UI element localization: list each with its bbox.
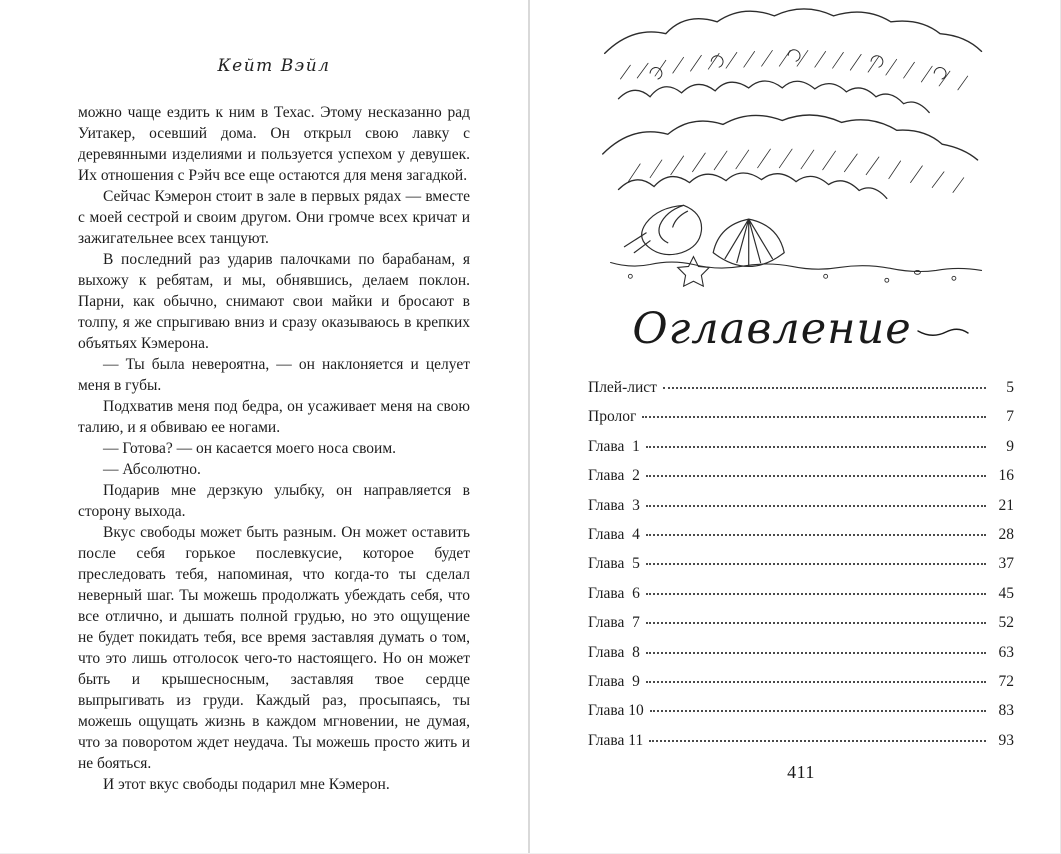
toc-heading-text: Оглавление bbox=[632, 304, 912, 354]
toc-entry-page: 93 bbox=[998, 731, 1014, 749]
dot-leader bbox=[649, 740, 986, 742]
sea-waves-illustration bbox=[588, 8, 1014, 300]
toc-entry-page: 9 bbox=[1006, 437, 1014, 455]
toc-entry-label: Глава 4 bbox=[588, 525, 640, 543]
dot-leader bbox=[646, 475, 986, 477]
dot-leader bbox=[663, 387, 986, 389]
toc-entry bbox=[588, 731, 1014, 750]
table-of-contents bbox=[588, 378, 1014, 750]
paragraph: — Ты была невероятна, — он наклоняется и целует меня в губы. bbox=[78, 356, 470, 394]
toc-entry bbox=[588, 525, 1014, 544]
toc-entry-page: 83 bbox=[998, 702, 1014, 720]
page-right bbox=[530, 0, 1060, 853]
paragraph: Сейчас Кэмерон стоит в зале в первых рядах — вместе с моей сестрой и своим другом. Они громче всех кричат и зажигательнее всех танцуют. bbox=[78, 188, 470, 247]
toc-entry-page: 45 bbox=[998, 584, 1014, 602]
toc-entry bbox=[588, 701, 1014, 720]
paragraph: Подхватив меня под бедра, он усаживает меня на свою талию, и я обвиваю ее ногами. bbox=[78, 398, 470, 436]
paragraph: можно чаще ездить к ним в Техас. Этому несказанно рад Уитакер, осевший дома. Он открыл свою лавку с деревянными изделиями и пользуется успехом у девушек. Их отношения с Рэйч все еще остаются для меня загадкой. bbox=[78, 104, 470, 184]
toc-entry-label: Глава 8 bbox=[588, 643, 640, 661]
author-header: Кейт Вэйл bbox=[217, 56, 331, 76]
toc-entry bbox=[588, 466, 1014, 485]
page-left bbox=[0, 0, 528, 853]
toc-entry-page: 63 bbox=[998, 643, 1014, 661]
dot-leader bbox=[646, 652, 986, 654]
toc-entry-label: Глава 1 bbox=[588, 437, 640, 455]
toc-entry-page: 21 bbox=[998, 496, 1014, 514]
dot-leader bbox=[646, 534, 986, 536]
toc-entry bbox=[588, 613, 1014, 632]
dot-leader bbox=[646, 622, 986, 624]
dot-leader bbox=[646, 681, 986, 683]
toc-entry-label: Глава 5 bbox=[588, 555, 640, 573]
toc-entry bbox=[588, 584, 1014, 603]
toc-entry-label: Глава 11 bbox=[588, 731, 644, 749]
paragraph: — Абсолютно. bbox=[103, 461, 201, 478]
toc-entry-page: 16 bbox=[998, 467, 1014, 485]
toc-entry bbox=[588, 496, 1014, 515]
toc-entry-page: 5 bbox=[1006, 379, 1014, 396]
toc-entry-label: Глава 2 bbox=[588, 467, 640, 485]
toc-entry-label: Пролог bbox=[588, 408, 637, 426]
toc-entry bbox=[588, 407, 1014, 426]
dot-leader bbox=[650, 710, 986, 712]
toc-heading bbox=[588, 304, 1014, 354]
paragraph: Подарив мне дерзкую улыбку, он направляется в сторону выхода. bbox=[78, 482, 470, 520]
toc-entry-page: 7 bbox=[1006, 408, 1014, 426]
toc-entry-label: Глава 6 bbox=[588, 584, 640, 602]
conch-shell bbox=[624, 205, 701, 254]
toc-entry-page: 37 bbox=[998, 555, 1014, 573]
toc-entry-label: Глава 3 bbox=[588, 496, 640, 514]
paragraph: — Готова? — он касается моего носа своим. bbox=[103, 440, 397, 457]
toc-entry bbox=[588, 437, 1014, 456]
paragraph: Вкус свободы может быть разным. Он может оставить после себя горькое послевкусие, которое будет преследовать тебя, напоминая, что когда-то ты сделал неверный шаг. Ты можешь продолжать убеждать себя, что все отлично, и дышать полной грудью, но это ощущение не будет покидать тебя, все время заставляя думать о том, что это лишь отголосок чего-то настоящего. Но он может быть и крышесносным, заставляя твое сердце выпрыгивать из груди. Каждый раз, просыпаясь, ты можешь ощущать жизнь в каждом мгновении, не думая, что за поворотом ждет неудача. Ты можешь просто жить и не бояться. bbox=[78, 524, 470, 772]
calligraphic-swash-icon bbox=[916, 321, 970, 337]
toc-entry-page: 28 bbox=[998, 525, 1014, 543]
dot-leader bbox=[646, 446, 986, 448]
waves-shells-drawing bbox=[588, 8, 1014, 300]
toc-entry-page: 52 bbox=[998, 614, 1014, 632]
page-number: 411 bbox=[787, 761, 815, 782]
toc-entry bbox=[588, 672, 1014, 691]
toc-entry-label: Плей-лист bbox=[588, 379, 657, 396]
starfish bbox=[678, 257, 710, 287]
toc-entry bbox=[588, 643, 1014, 662]
scallop-shell bbox=[713, 219, 784, 266]
toc-entry-label: Глава 9 bbox=[588, 672, 640, 690]
dot-leader bbox=[646, 593, 986, 595]
toc-entry-label: Глава 7 bbox=[588, 614, 640, 632]
toc-entry bbox=[588, 378, 1014, 397]
toc-entry-label: Глава 10 bbox=[588, 702, 644, 720]
toc-entry-page: 72 bbox=[998, 672, 1014, 690]
dot-leader bbox=[642, 416, 986, 418]
paragraph: В последний раз ударив палочками по барабанам, я выхожу к ребятам, и мы, обнявшись, делаем поклон. Парни, как обычно, снимают свои майки и бросают в толпу, я же спрыгиваю вниз и сразу оказываюсь в крепких объятьях Кэмерона. bbox=[78, 251, 470, 352]
paragraph: И этот вкус свободы подарил мне Кэмерон. bbox=[103, 776, 390, 793]
dot-leader bbox=[646, 563, 986, 565]
page-left-text bbox=[78, 102, 470, 795]
dot-leader bbox=[646, 505, 986, 507]
toc-entry bbox=[588, 554, 1014, 573]
